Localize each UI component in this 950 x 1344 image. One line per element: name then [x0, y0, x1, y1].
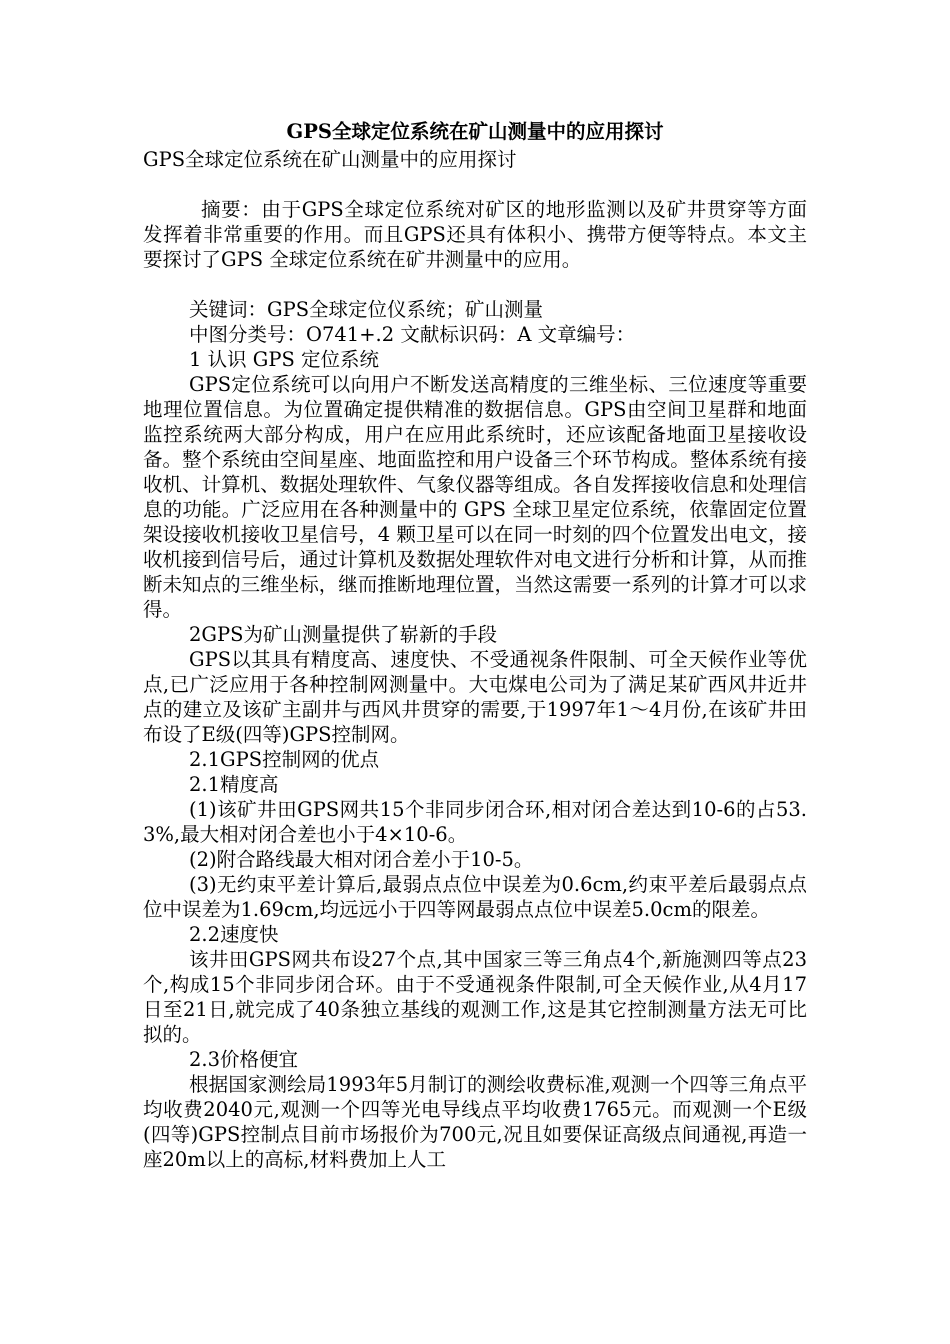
- section-2-1-heading: 2.1GPS控制网的优点: [189, 748, 380, 771]
- accuracy-item-3: (3)无约束平差计算后,最弱点点位中误差为0.6cm,约束平差后最弱点点位中误差为1.69cm,均远远小于四等网最弱点点位中误差5.0cm的限差。: [143, 873, 807, 921]
- blank-line: [143, 272, 807, 297]
- section-2-3-heading: 2.3价格便宜: [189, 1048, 299, 1071]
- accuracy-item-1: (1)该矿井田GPS网共15个非同步闭合环,相对闭合差达到10-6的占53.3%,最大相对闭合差也小于4×10-6。: [143, 798, 807, 846]
- document-subtitle: GPS全球定位系统在矿山测量中的应用探讨: [143, 148, 517, 171]
- accuracy-item-2: (2)附合路线最大相对闭合差小于10-5。: [189, 848, 534, 871]
- section-2-2-heading: 2.2速度快: [189, 923, 279, 946]
- abstract-paragraph: 摘要：由于GPS全球定位系统对矿区的地形监测以及矿井贯穿等方面发挥着非常重要的作用。而且GPS还具有体积小、携带方便等特点。本文主要探讨了GPS 全球定位系统在矿井测量中的应用。: [143, 198, 807, 271]
- section-1-heading: 1 认识 GPS 定位系统: [189, 348, 380, 371]
- section-2-2-paragraph: 该井田GPS网共布设27个点,其中国家三等三角点4个,新施测四等点23个,构成15个非同步闭合环。由于不受通视条件限制,可全天候作业,从4月17日至21日,就完成了40条独立基线的观测工作,这是其它控制测量方法无可比拟的。: [143, 948, 807, 1046]
- section-2-paragraph: GPS以其具有精度高、速度快、不受通视条件限制、可全天候作业等优点,已广泛应用于各种控制网测量中。大屯煤电公司为了满足某矿西风井近井点的建立及该矿主副井与西风井贯穿的需要,于1997年1～4月份,在该矿井田布设了E级(四等)GPS控制网。: [143, 648, 807, 746]
- section-1-paragraph: GPS定位系统可以向用户不断发送高精度的三维坐标、三位速度等重要地理位置信息。为位置确定提供精准的数据信息。GPS由空间卫星群和地面监控系统两大部分构成，用户在应用此系统时，还应该配备地面卫星接收设备。整个系统由空间星座、地面监控和用户设备三个环节构成。整体系统有接收机、计算机、数据处理软件、气象仪器等组成。各自发挥接收信息和处理信息的功能。广泛应用在各种测量中的 GPS 全球卫星定位系统，依靠固定位置架设接收机接收卫星信号，4 颗卫星可以在同一时刻的四个位置发出电文，接收机接到信号后，通过计算机及数据处理软件对电文进行分析和计算，从而推断未知点的三维坐标，继而推断地理位置，当然这需要一系列的计算才可以求得。: [143, 373, 807, 621]
- section-2-heading: 2GPS为矿山测量提供了崭新的手段: [189, 623, 497, 646]
- keywords-line: 关键词：GPS全球定位仪系统；矿山测量: [189, 298, 544, 321]
- section-2-1-accuracy-heading: 2.1精度高: [189, 773, 279, 796]
- document-title: GPS全球定位系统在矿山测量中的应用探讨: [286, 120, 664, 143]
- document-page: [143, 118, 807, 1172]
- blank-line: [143, 172, 807, 197]
- classification-line: 中图分类号：O741+.2 文献标识码：A 文章编号：: [189, 323, 636, 346]
- section-2-3-paragraph: 根据国家测绘局1993年5月制订的测绘收费标准,观测一个四等三角点平均收费2040元,观测一个四等光电导线点平均收费1765元。而观测一个E级(四等)GPS控制点目前市场报价为700元,况且如要保证高级点间通视,再造一座20m以上的高标,材料费加上人工: [143, 1073, 807, 1171]
